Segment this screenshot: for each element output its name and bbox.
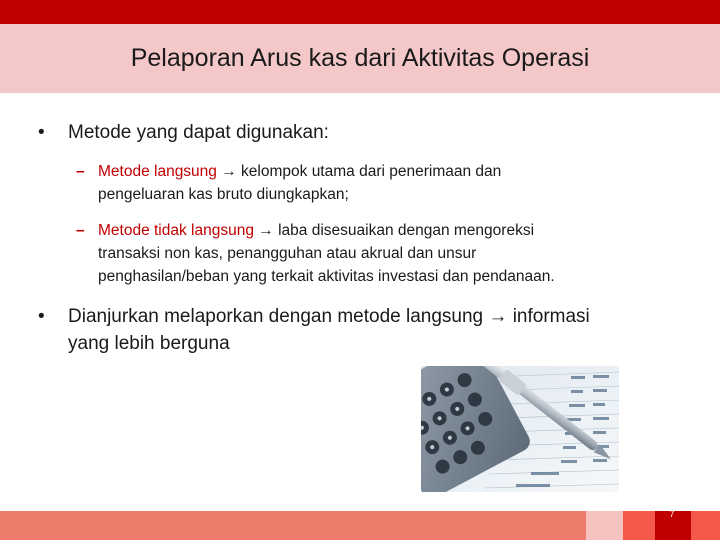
sub-item-indirect-line-1 — [98, 219, 694, 242]
calculator-photo-icon — [421, 366, 619, 492]
footer-segment-right — [691, 511, 720, 540]
direct-method-label: Metode langsung — [98, 163, 217, 180]
recommendation-end: informasi — [512, 306, 590, 327]
arrow-right-icon: → — [488, 306, 508, 327]
sub-item-indirect-method — [76, 219, 696, 288]
sub-item-indirect-text — [98, 219, 694, 288]
sub-item-direct-line-1 — [98, 160, 688, 183]
dash-marker: – — [76, 222, 85, 239]
bullet-methods — [38, 119, 678, 146]
sub-item-direct-method — [76, 160, 696, 206]
bullet-recommendation-line-1 — [68, 303, 688, 330]
sub-item-direct-line-2: pengeluaran kas bruto diungkapkan; — [98, 186, 349, 203]
calculator-pen-photo — [421, 366, 619, 492]
sub-item-indirect-line-2: transaksi non kas, penangguhan atau akrual dan unsur — [98, 245, 477, 262]
bullet-recommendation-text — [68, 303, 688, 357]
footer-segment-coral — [623, 511, 655, 540]
recommendation-start: Dianjurkan melaporkan dengan metode langsung — [68, 306, 484, 327]
dash-marker: – — [76, 163, 85, 180]
arrow-right-icon: → — [258, 222, 274, 239]
footer-bar — [0, 511, 720, 540]
direct-method-desc: kelompok utama dari penerimaan dan — [241, 163, 502, 180]
slide-title: Pelaporan Arus kas dari Aktivitas Operasi — [130, 44, 590, 72]
sub-item-direct-text — [98, 160, 688, 206]
bullet-recommendation — [38, 303, 688, 359]
bullet-dot: • — [38, 306, 45, 327]
footer-segment-salmon — [0, 511, 586, 540]
footer-segment-light — [586, 511, 623, 540]
bullet-methods-text: Metode yang dapat digunakan: — [68, 122, 329, 143]
indirect-method-label: Metode tidak langsung — [98, 222, 254, 239]
bullet-recommendation-line-2: yang lebih berguna — [68, 333, 230, 354]
sub-item-indirect-line-3: penghasilan/beban yang terkait aktivitas investasi dan pendanaan. — [98, 268, 555, 285]
arrow-right-icon: → — [221, 163, 237, 180]
bullet-dot: • — [38, 122, 45, 143]
page-number: 7 — [669, 509, 675, 519]
indirect-method-desc: laba disesuaikan dengan mengoreksi — [278, 222, 535, 239]
